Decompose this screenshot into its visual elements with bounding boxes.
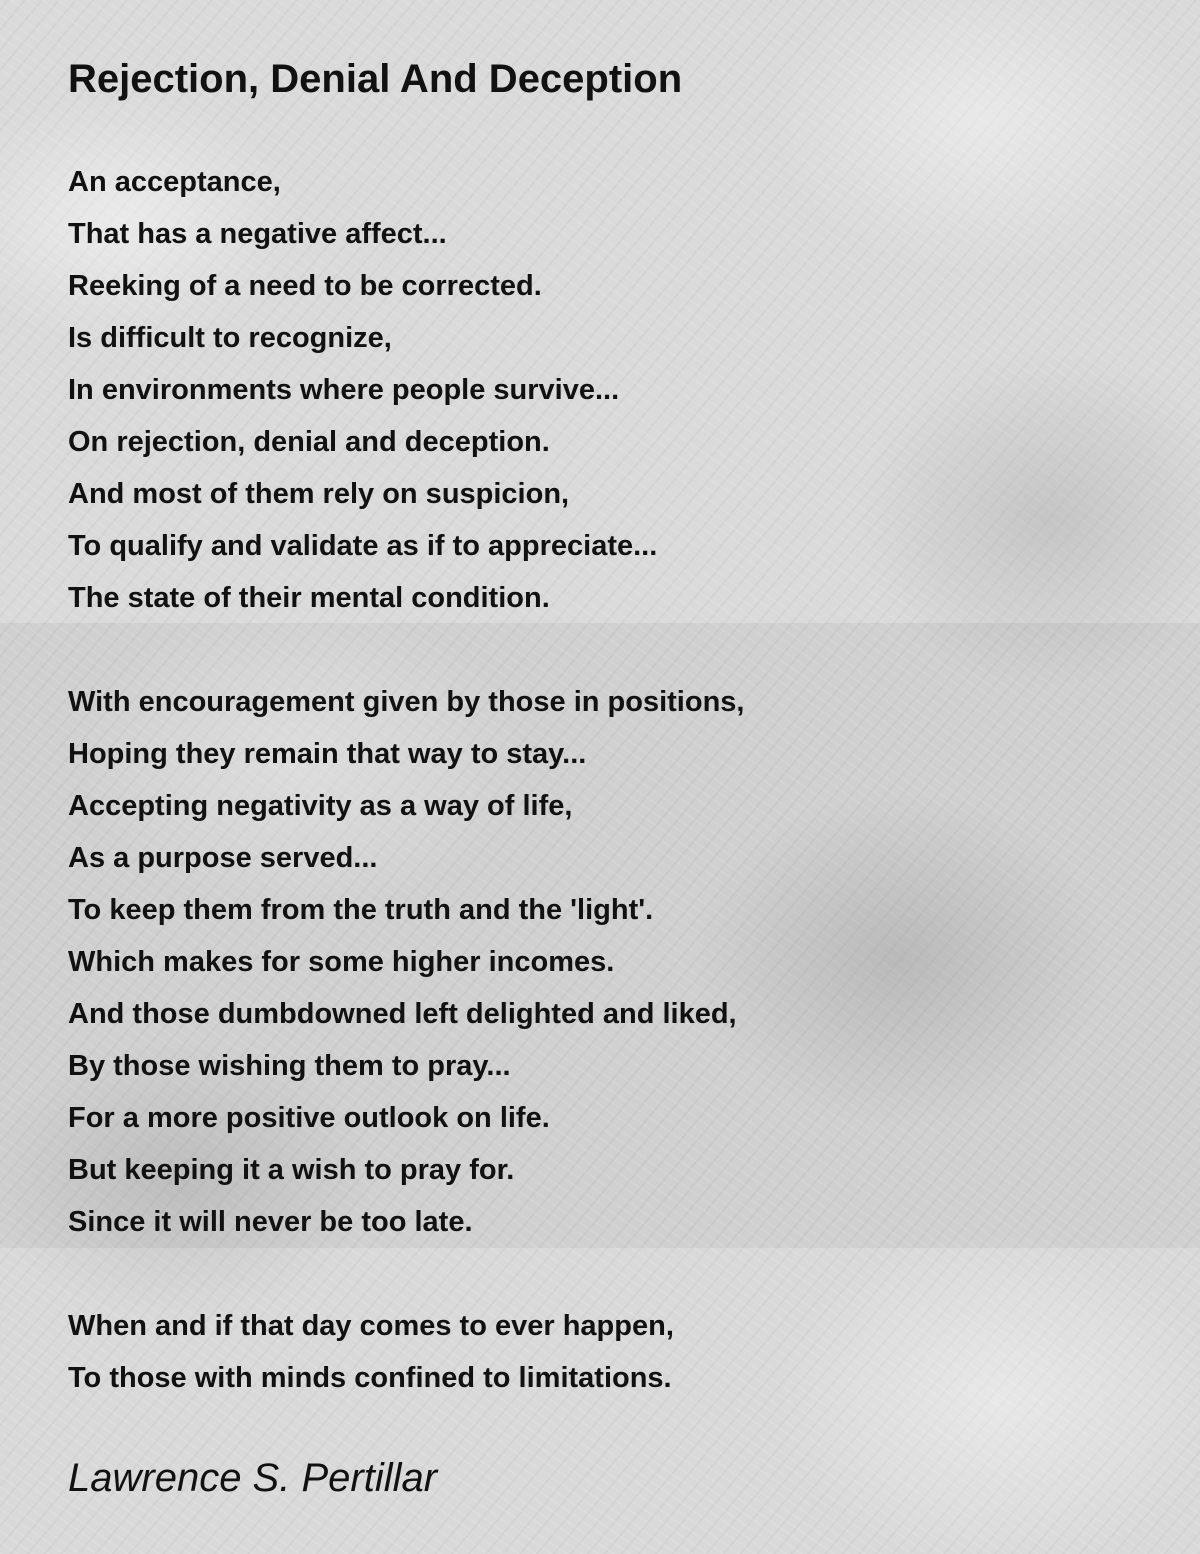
poem-line: The state of their mental condition. — [68, 582, 550, 614]
poem-line: By those wishing them to pray... — [68, 1050, 511, 1082]
poem-line: Since it will never be too late. — [68, 1206, 473, 1238]
poem-line: Hoping they remain that way to stay... — [68, 738, 587, 770]
poem-line: With encouragement given by those in positions, — [68, 686, 745, 718]
stanza-2 — [68, 676, 1128, 1248]
stanza-3 — [68, 1300, 1128, 1404]
poem-line: To those with minds confined to limitations. — [68, 1362, 672, 1394]
poem-content — [68, 56, 1128, 1404]
poem-line: Which makes for some higher incomes. — [68, 946, 615, 978]
poem-line: An acceptance, — [68, 166, 281, 198]
poem-line: And those dumbdowned left delighted and liked, — [68, 998, 737, 1030]
poem-line: But keeping it a wish to pray for. — [68, 1154, 515, 1186]
poem-line: Is difficult to recognize, — [68, 322, 392, 354]
poem-line: And most of them rely on suspicion, — [68, 478, 570, 510]
poem-line: In environments where people survive... — [68, 374, 620, 406]
stanza-1 — [68, 156, 1128, 624]
poem-line: To qualify and validate as if to appreciate... — [68, 530, 658, 562]
poem-line: Reeking of a need to be corrected. — [68, 270, 542, 302]
poem-line: Accepting negativity as a way of life, — [68, 790, 573, 822]
poem-line: As a purpose served... — [68, 842, 378, 874]
poem-line: On rejection, denial and deception. — [68, 426, 550, 458]
poem-line: For a more positive outlook on life. — [68, 1102, 550, 1134]
poem-line: When and if that day comes to ever happen, — [68, 1310, 674, 1342]
poem-author: Lawrence S. Pertillar — [68, 1456, 438, 1500]
poem-line: That has a negative affect... — [68, 218, 447, 250]
poem-title: Rejection, Denial And Deception — [68, 57, 683, 101]
poem-line: To keep them from the truth and the 'light'. — [68, 894, 654, 926]
